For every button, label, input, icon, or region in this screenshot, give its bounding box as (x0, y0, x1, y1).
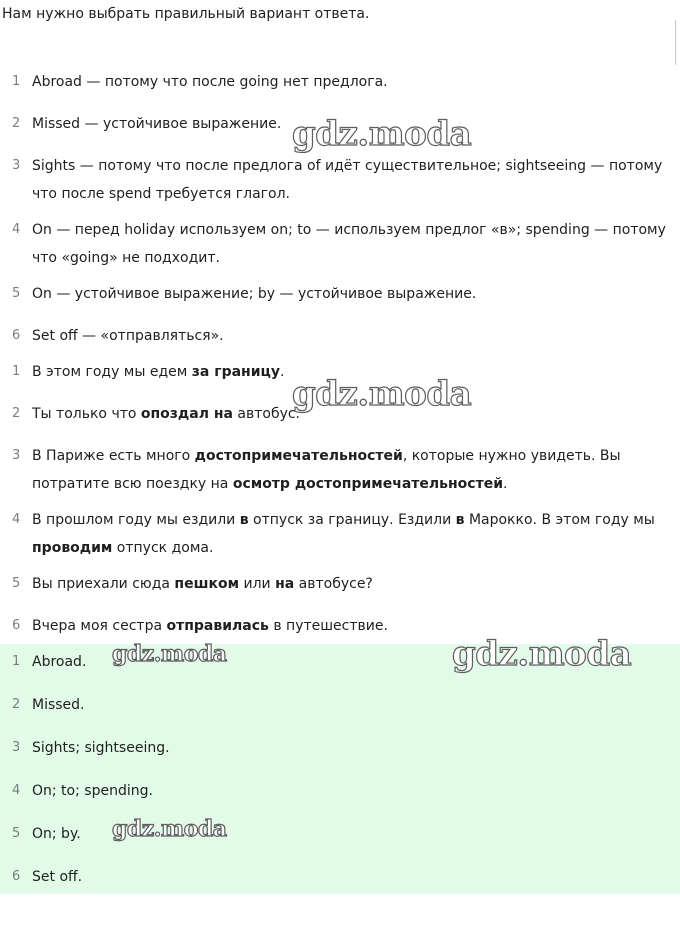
text-fragment: Марокко. В этом году мы (464, 512, 655, 528)
highlighted-word: на (275, 576, 295, 592)
text-fragment: Sights — потому что после предлога of идёт существительное; sightseeing — потому что после spend требуется глагол. (32, 158, 663, 202)
text-fragment: В Париже есть много (32, 448, 195, 464)
item-text (32, 570, 676, 598)
translation-item (0, 400, 680, 442)
text-fragment: отпуск за границу. Ездили (248, 512, 456, 528)
item-number: 5 (12, 826, 21, 841)
text-fragment: в путешествие. (268, 618, 388, 634)
item-text (32, 68, 676, 96)
item-number: 4 (12, 783, 21, 798)
item-number: 1 (12, 654, 21, 669)
text-fragment: Ты только что (32, 406, 141, 422)
translations-list (0, 358, 680, 642)
watermark-logo: gdz.moda (112, 816, 227, 842)
item-number: 4 (12, 512, 21, 527)
highlighted-word: за границу (191, 364, 281, 380)
text-fragment: . (280, 364, 285, 380)
item-number: 6 (12, 618, 21, 633)
item-number: 6 (12, 869, 21, 884)
translation-item (0, 506, 680, 570)
item-number: 5 (12, 286, 21, 301)
text-fragment: Missed. (32, 697, 85, 713)
explanation-item (0, 68, 680, 110)
text-fragment: Abroad — потому что после going нет предлога. (32, 74, 388, 90)
text-fragment: Abroad. (32, 654, 87, 670)
text-fragment: On — перед holiday используем on; to — используем предлог «в»; spending — потому что «going» не подходит. (32, 222, 666, 266)
text-fragment: Missed — устойчивое выражение. (32, 116, 282, 132)
text-fragment: , которые нужно увидеть. Вы потратите всю поездку на (32, 448, 621, 492)
item-text (32, 612, 676, 640)
item-number: 4 (12, 222, 21, 237)
highlighted-word: отправилась (166, 618, 269, 634)
item-number: 3 (12, 448, 21, 463)
explanation-item (0, 152, 680, 216)
explanation-item (0, 280, 680, 322)
explanation-item (0, 216, 680, 280)
item-text (32, 648, 676, 676)
highlighted-word: в (239, 512, 249, 528)
highlighted-word: достопримечательностей (194, 448, 403, 464)
item-text (32, 506, 676, 562)
item-number: 2 (12, 406, 21, 421)
item-number: 2 (12, 697, 21, 712)
text-fragment: автобус. (232, 406, 301, 422)
explanations-list (0, 68, 680, 352)
item-text (32, 280, 676, 308)
answer-item (0, 777, 680, 820)
item-number: 3 (12, 158, 21, 173)
text-fragment: В этом году мы едем (32, 364, 192, 380)
answer-item (0, 734, 680, 777)
answer-item (0, 863, 680, 898)
watermark-logo: gdz.moda (112, 641, 227, 667)
text-fragment: Sights; sightseeing. (32, 740, 170, 756)
answers-list (0, 644, 680, 894)
answer-item (0, 820, 680, 863)
item-text (32, 777, 676, 805)
watermark-logo: gdz.moda (452, 634, 632, 674)
translation-item (0, 442, 680, 506)
scroll-indicator (675, 20, 676, 65)
text-fragment: Вчера моя сестра (32, 618, 167, 634)
explanation-item (0, 322, 680, 352)
item-number: 3 (12, 740, 21, 755)
intro-text: Нам нужно выбрать правильный вариант ответа. (2, 6, 370, 22)
answer-item (0, 691, 680, 734)
translation-item (0, 570, 680, 612)
item-text (32, 734, 676, 762)
watermark-logo: gdz.moda (292, 374, 472, 414)
item-number: 5 (12, 576, 21, 591)
item-text (32, 820, 676, 848)
item-text (32, 442, 676, 498)
item-text (32, 152, 676, 208)
item-number: 1 (12, 364, 21, 379)
translation-item (0, 612, 680, 642)
text-fragment: On; by. (32, 826, 81, 842)
item-text (32, 110, 676, 138)
item-text (32, 358, 676, 386)
highlighted-word: осмотр достопримечательностей (232, 476, 503, 492)
text-fragment: или (239, 576, 276, 592)
item-number: 2 (12, 116, 21, 131)
watermark-logo: gdz.moda (292, 114, 472, 154)
answer-item (0, 648, 680, 691)
item-number: 1 (12, 74, 21, 89)
highlighted-word: пешком (174, 576, 240, 592)
highlighted-word: проводим (32, 540, 113, 556)
item-text (32, 863, 676, 891)
text-fragment: автобусе? (294, 576, 373, 592)
highlighted-word: в (455, 512, 465, 528)
item-text (32, 322, 676, 350)
item-number: 6 (12, 328, 21, 343)
item-text (32, 216, 676, 272)
text-fragment: . (503, 476, 508, 492)
text-fragment: отпуск дома. (112, 540, 214, 556)
explanation-item (0, 110, 680, 152)
text-fragment: В прошлом году мы ездили (32, 512, 240, 528)
text-fragment: Set off — «отправляться». (32, 328, 224, 344)
translation-item (0, 358, 680, 400)
text-fragment: On — устойчивое выражение; by — устойчивое выражение. (32, 286, 477, 302)
text-fragment: On; to; spending. (32, 783, 153, 799)
text-fragment: Set off. (32, 869, 83, 885)
item-text (32, 400, 676, 428)
text-fragment: Вы приехали сюда (32, 576, 175, 592)
highlighted-word: опоздал на (140, 406, 233, 422)
item-text (32, 691, 676, 719)
